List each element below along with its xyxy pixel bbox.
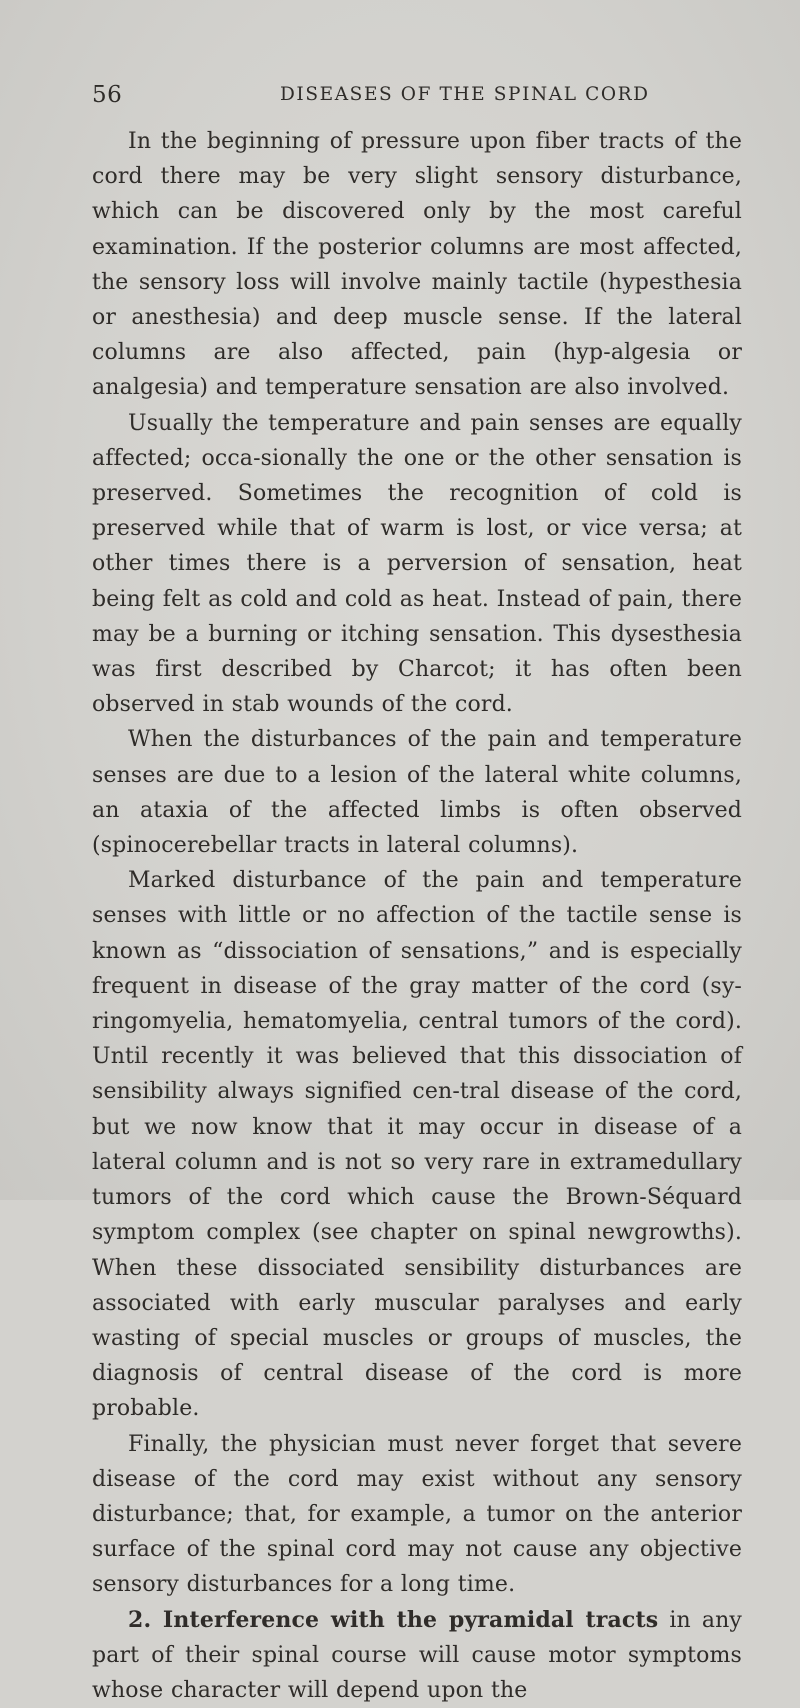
paragraph-lateral-columns: When the disturbances of the pain and temperature senses are due to a lesion of the lateral white columns, an ataxia of the affected limbs is often observed (spinocerebellar tracts in lateral columns). [92, 727, 742, 859]
body-text [92, 124, 742, 1708]
paragraph-dissociation: Marked disturbance of the pain and temperature senses with little or no affection of the tactile sense is known as “dissociation of sensations,” and is especially frequent in disease of the gray matter of the cord (sy-ringomyelia, hematomyelia, central tumors of the cord). Until recently it was believed that this dissociation of sensibility always signified cen-tral disease of the cord, but we now know that it may occur in disease of a lateral column and is not so very rare in extramedullary tumors of the cord which cause the Brown-Séquard symptom complex (see chapter on spinal newgrowths). When these dissociated sensibility disturbances are associated with early muscular paralyses and early wasting of special muscles or groups of muscles, the diagnosis of central disease of the cord is more probable. [92, 868, 742, 1422]
numbered-heading: 2. Interference with the pyramidal tracts [128, 1606, 659, 1633]
running-head: DISEASES OF THE SPINAL CORD [280, 84, 650, 105]
numbered-paragraph-text: in any part of their spinal course will cause motor symptoms whose character will depend upon the [92, 1607, 742, 1703]
page-number: 56 [92, 82, 123, 108]
page-header [92, 82, 742, 112]
paragraph-pyramidal-tracts [92, 1603, 742, 1708]
paragraph-finally: Finally, the physician must never forget that severe disease of the cord may exist without any sensory disturbance; that, for example, a tumor on the anterior surface of the spinal cord may not cause any objective sensory disturbances for a long time. [92, 1431, 742, 1598]
paragraph-pressure-sensory: In the beginning of pressure upon fiber tracts of the cord there may be very slight sensory disturbance, which can be discovered only by the most careful examination. If the posterior columns are most affected, the sensory loss will involve mainly tactile (hypesthesia or anesthesia) and deep muscle sense. If the lateral columns are also affected, pain (hyp-algesia or analgesia) and temperature sensation are also involved. [92, 129, 742, 401]
paragraph-temperature-pain: Usually the temperature and pain senses are equally affected; occa-sionally the one or the other sensation is preserved. Sometimes the recognition of cold is preserved while that of warm is lost, or vice versa; at other times there is a perversion of sensation, heat being felt as cold and cold as heat. Instead of pain, there may be a burning or itching sensation. This dysesthesia was first described by Charcot; it has often been observed in stab wounds of the cord. [92, 410, 742, 718]
